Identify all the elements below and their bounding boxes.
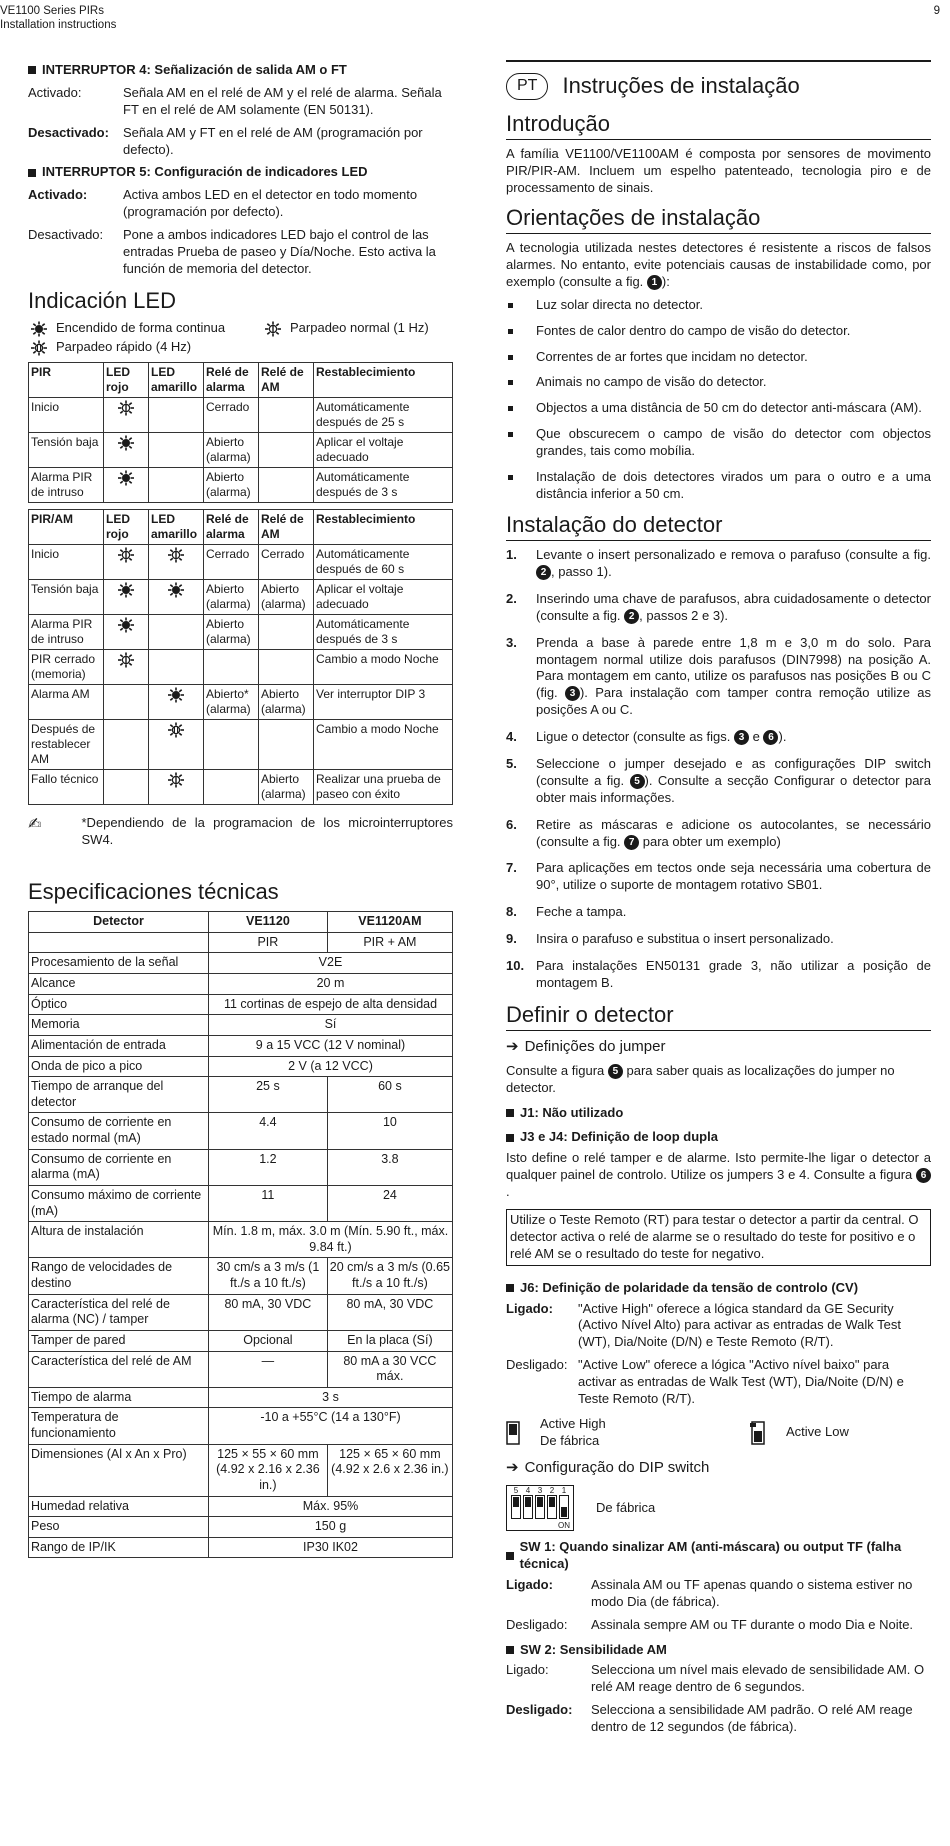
led-steady-icon xyxy=(165,587,187,601)
table-row xyxy=(29,1517,453,1538)
yellow-led-cell xyxy=(149,719,204,769)
spec-value: 2 V (a 12 VCC) xyxy=(209,1056,453,1077)
table-cell: Tensión baja xyxy=(29,579,104,614)
red-led-cell xyxy=(104,684,149,719)
table-cell: Cerrado xyxy=(204,397,259,432)
spec-value: Sí xyxy=(209,1015,453,1036)
remote-test-box: Utilize o Teste Remoto (RT) para testar o detector a partir da central. O detector activa o relé de alarme se o resultado do teste for positivo e o relé AM se o resultado do teste for negativo. xyxy=(506,1209,931,1266)
list-item: Instalação de dois detectores virados um para o outro e a uma distância inferior a 50 cm. xyxy=(506,469,931,503)
dip-switch xyxy=(511,1495,521,1519)
table-row xyxy=(29,432,453,467)
table-cell: Tensión baja xyxy=(29,432,104,467)
j6-on-row: Ligado: "Active High" oferece a lógica standard da GE Security (Activo Nível Alto) para activar as entradas de Walk Test (WT), Dia/Noite (D/N) e Teste Remoto (R/T). xyxy=(506,1300,901,1350)
table-header-cell: Relé de alarma xyxy=(204,362,259,397)
led-normal-flash-icon xyxy=(262,321,284,337)
spec-subheader-cell: PIR + AM xyxy=(327,932,452,953)
spec-key: Consumo de corriente en estado normal (mA) xyxy=(29,1113,209,1149)
table-cell: Ver interruptor DIP 3 xyxy=(314,684,453,719)
led-normal-icon xyxy=(165,552,187,566)
spec-value: Máx. 95% xyxy=(209,1496,453,1517)
table-cell: Abierto (alarma) xyxy=(204,579,259,614)
dip-number: 2 xyxy=(549,1486,555,1496)
table-row xyxy=(29,1537,453,1558)
right-column xyxy=(506,60,931,1742)
list-item: Objectos a uma distância de 50 cm do detector anti-máscara (AM). xyxy=(506,400,931,417)
spec-key: Peso xyxy=(29,1517,209,1538)
spec-key: Memoria xyxy=(29,1015,209,1036)
dip-number: 4 xyxy=(525,1486,531,1496)
table-row xyxy=(29,953,453,974)
table-row xyxy=(29,1258,453,1294)
table-cell: Cerrado xyxy=(204,544,259,579)
table-row xyxy=(29,1035,453,1056)
list-item: 10. Para instalações EN50131 grade 3, não utilizar a posição de montagem B. xyxy=(506,958,931,990)
list-item: Correntes de ar fortes que incidam no detector. xyxy=(506,349,931,366)
spec-value: 3 s xyxy=(209,1387,453,1408)
spec-value: 80 mA a 30 VCC máx. xyxy=(327,1351,452,1387)
note-pencil-icon: ✍ xyxy=(28,815,42,833)
table-header-cell: Relé de AM xyxy=(259,509,314,544)
figure-number-icon: 3 xyxy=(565,686,580,701)
table-cell: Abierto (alarma) xyxy=(204,432,259,467)
table-cell: Abierto (alarma) xyxy=(259,579,314,614)
yellow-led-cell xyxy=(149,769,204,804)
language-badge: PT xyxy=(506,73,548,100)
table-cell: Aplicar el voltaje adecuado xyxy=(314,432,453,467)
list-item: 9. Insira o parafuso e substitua o insert personalizado. xyxy=(506,931,834,947)
list-item: Fontes de calor dentro do campo de visão do detector. xyxy=(506,323,931,340)
dip-factory-row xyxy=(506,1485,931,1531)
table-row xyxy=(29,1496,453,1517)
sw2-off-row: Desligado: Selecciona a sensibilidade AM padrão. O relé AM reage dentro de 12 segundos (de fábrica). xyxy=(506,1702,913,1735)
yellow-led-cell xyxy=(149,579,204,614)
sw1-off-row: Desligado: Assinala sempre AM ou TF durante o modo Dia e Noite. xyxy=(506,1616,914,1632)
table-header-cell: LED amarillo xyxy=(149,509,204,544)
table-row xyxy=(29,769,453,804)
spec-key: Característica del relé de alarma (NC) / tamper xyxy=(29,1294,209,1330)
square-bullet-icon xyxy=(506,1284,514,1292)
list-item: 4. Ligue o detector (consulte as figs. 3 e 6 ). xyxy=(506,729,787,745)
led-normal-icon xyxy=(115,405,137,419)
table-cell xyxy=(259,614,314,649)
spec-value: 80 mA, 30 VDC xyxy=(327,1294,452,1330)
list-item: 8. Feche a tampa. xyxy=(506,904,627,920)
spec-value: V2E xyxy=(209,953,453,974)
spec-key: Temperatura de funcionamiento xyxy=(29,1408,209,1444)
sw5-on-row: Activado: Activa ambos LED en el detector en todo momento (programación por defecto). xyxy=(28,187,418,220)
spec-key: Altura de instalación xyxy=(29,1222,209,1258)
dip-switch xyxy=(523,1495,533,1519)
spec-value: 80 mA, 30 VDC xyxy=(209,1294,328,1330)
table-row xyxy=(29,684,453,719)
spec-value: 11 xyxy=(209,1185,328,1221)
red-led-cell xyxy=(104,719,149,769)
spec-value: 20 cm/s a 3 m/s (0.65 ft./s a 10 ft./s) xyxy=(327,1258,452,1294)
table-row xyxy=(29,974,453,995)
yellow-led-cell xyxy=(149,614,204,649)
led-legend-row: Encendido de forma continua Parpadeo normal (1 Hz) xyxy=(28,320,453,337)
table-row xyxy=(29,649,453,684)
spec-value: Opcional xyxy=(209,1330,328,1351)
pir-am-led-table xyxy=(28,509,453,805)
red-led-cell xyxy=(104,649,149,684)
spec-value: Mín. 1.8 m, máx. 3.0 m (Mín. 5.90 ft., máx. 9.84 ft.) xyxy=(209,1222,453,1258)
list-item: 1. Levante o insert personalizado e remova o parafuso (consulte a fig. 2 , passo 1). xyxy=(506,547,931,580)
table-header-cell: Restablecimiento xyxy=(314,509,453,544)
table-cell: Alarma PIR de intruso xyxy=(29,614,104,649)
left-column xyxy=(28,60,453,1558)
led-steady-icon xyxy=(115,475,137,489)
table-cell xyxy=(259,397,314,432)
table-row xyxy=(29,719,453,769)
figure-number-icon: 2 xyxy=(536,565,551,580)
table-cell: Automáticamente después de 3 s xyxy=(314,614,453,649)
table-header-cell: LED rojo xyxy=(104,509,149,544)
yellow-led-cell xyxy=(149,684,204,719)
list-item: 3. Prenda a base à parede entre 1,8 m e 3,0 m do solo. Para montagem normal utilize dois parafusos (DIN7998) na posição A. Para montagem em canto, utilize os parafusos nas posições B ou C (fig. 3 ). Para instalação com tamper contra remoção utilize as posições A ou C. xyxy=(506,634,931,718)
figure-number-icon: 5 xyxy=(608,1064,623,1079)
active-low-label: Active Low xyxy=(786,1424,849,1440)
red-led-cell xyxy=(104,467,149,502)
table-cell xyxy=(204,719,259,769)
list-item: 7. Para aplicações em tectos onde seja necessária uma cobertura de 90°, utilize o suporte de montagem rotativo SB01. xyxy=(506,860,931,893)
led-section-title: Indicación LED xyxy=(28,287,176,313)
spec-key: Óptico xyxy=(29,994,209,1015)
led-steady-icon xyxy=(28,321,50,337)
spec-value: 150 g xyxy=(209,1517,453,1538)
red-led-cell xyxy=(104,544,149,579)
table-row xyxy=(29,579,453,614)
yellow-led-cell xyxy=(149,432,204,467)
spec-table xyxy=(28,911,453,1558)
dip-switch-diagram xyxy=(506,1485,574,1531)
table-header-cell: LED amarillo xyxy=(149,362,204,397)
spec-value: 4.4 xyxy=(209,1113,328,1149)
jumper-active-high-icon xyxy=(506,1421,520,1445)
page-header xyxy=(0,4,116,33)
dip-switch xyxy=(535,1495,545,1519)
dip-switch xyxy=(559,1495,569,1519)
spec-value: 3.8 xyxy=(327,1149,452,1185)
spec-key: Tamper de pared xyxy=(29,1330,209,1351)
table-cell: Inicio xyxy=(29,544,104,579)
spec-value: 20 m xyxy=(209,974,453,995)
list-item: 6. Retire as máscaras e adicione os autocolantes, se necessário (consulte a fig. 7 para obter um exemplo) xyxy=(506,816,931,849)
spec-key: Consumo de corriente en alarma (mA) xyxy=(29,1149,209,1185)
spec-value: En la placa (Sí) xyxy=(327,1330,452,1351)
sw1-heading: SW 1: Quando sinalizar AM (anti-máscara) ou output TF (falha técnica) xyxy=(506,1539,931,1573)
table-cell: Fallo técnico xyxy=(29,769,104,804)
spec-value: 1.2 xyxy=(209,1149,328,1185)
jumper-legend xyxy=(506,1416,931,1450)
table-row xyxy=(29,614,453,649)
table-cell: Automáticamente después de 3 s xyxy=(314,467,453,502)
spec-value: 10 xyxy=(327,1113,452,1149)
led-normal-icon xyxy=(115,657,137,671)
table-row xyxy=(29,1408,453,1444)
jumper-text: Consulte a figura 5 para saber quais as localizações do jumper no detector. xyxy=(506,1062,895,1095)
table-cell: Alarma PIR de intruso xyxy=(29,467,104,502)
led-normal-icon xyxy=(165,777,187,791)
yellow-led-cell xyxy=(149,544,204,579)
square-bullet-icon xyxy=(506,1646,514,1654)
spec-subheader-cell: PIR xyxy=(209,932,328,953)
list-item: 5. Seleccione o jumper desejado e as configurações DIP switch (consulte a fig. 5 ). Consulte a secção Configurar o detector para obter mais informações. xyxy=(506,756,931,805)
red-led-cell xyxy=(104,769,149,804)
sw4-on-row: Activado: Señala AM en el relé de AM y el relé de alarma. Señala FT en el relé de AM solamente (EN 50131). xyxy=(28,84,442,117)
factory-label: De fábrica xyxy=(540,1432,600,1448)
table-header-cell: PIR/AM xyxy=(29,509,104,544)
square-bullet-icon xyxy=(506,1134,514,1142)
orient-bullet-list xyxy=(506,297,931,503)
spec-value: 125 × 65 × 60 mm (4.92 x 2.6 x 2.36 in.) xyxy=(327,1444,452,1496)
table-row xyxy=(29,544,453,579)
figure-number-icon: 3 xyxy=(734,730,749,745)
j6-off-row: Desligado: "Active Low" oferece a lógica "Activo nível baixo" para activar as entradas de Walk Test (WT), Dia/Noite (D/N) e Teste Remoto (R/T). xyxy=(506,1357,904,1406)
list-item: Luz solar directa no detector. xyxy=(506,297,931,314)
table-row xyxy=(29,1185,453,1221)
table-cell xyxy=(259,432,314,467)
spec-key: Humedad relativa xyxy=(29,1496,209,1517)
table-row xyxy=(29,1294,453,1330)
yellow-led-cell xyxy=(149,467,204,502)
header-series: VE1100 Series PIRs xyxy=(0,5,104,17)
red-led-cell xyxy=(104,432,149,467)
spec-value: IP30 IK02 xyxy=(209,1537,453,1558)
square-bullet-icon xyxy=(506,1552,514,1560)
table-row xyxy=(29,397,453,432)
square-bullet-icon xyxy=(28,169,36,177)
table-cell xyxy=(259,467,314,502)
figure-number-icon: 7 xyxy=(624,835,639,850)
list-item: Que obscurecem o campo de visão do detector com objectos grandes, tais como mobília. xyxy=(506,426,931,460)
spec-header-cell: Detector xyxy=(29,912,209,933)
arrow-right-icon: ➔ xyxy=(506,1458,519,1476)
yellow-led-cell xyxy=(149,397,204,432)
table-row xyxy=(29,994,453,1015)
spec-value: 30 cm/s a 3 m/s (1 ft./s a 10 ft./s) xyxy=(209,1258,328,1294)
spec-header-cell: VE1120AM xyxy=(327,912,452,933)
spec-value: 11 cortinas de espejo de alta densidad xyxy=(209,994,453,1015)
table-cell: Abierto* (alarma) xyxy=(204,684,259,719)
table-row xyxy=(29,1015,453,1036)
spec-key: Dimensiones (Al x An x Pro) xyxy=(29,1444,209,1496)
spec-key: Rango de velocidades de destino xyxy=(29,1258,209,1294)
led-fast-icon xyxy=(165,727,187,741)
table-cell: PIR cerrado (memoria) xyxy=(29,649,104,684)
spec-title: Especificaciones técnicas xyxy=(28,878,279,904)
footnote: ✍ *Dependiendo de la programacion de los microinterruptores SW4. xyxy=(28,814,453,847)
spec-value: 60 s xyxy=(327,1077,452,1113)
dip-number: 5 xyxy=(513,1486,519,1496)
table-cell: Abierto (alarma) xyxy=(204,614,259,649)
table-header-cell: Relé de alarma xyxy=(204,509,259,544)
led-steady-icon xyxy=(115,440,137,454)
j34-text: Isto define o relé tamper e de alarme. Isto permite-lhe ligar o detector a qualquer painel de controlo. Utilize os jumpers 3 e 4. Consulte a figura 6. xyxy=(506,1150,931,1200)
table-row xyxy=(29,1330,453,1351)
spec-key: Tiempo de arranque del detector xyxy=(29,1077,209,1113)
jumper-active-low-icon xyxy=(750,1421,766,1445)
spec-value: 9 a 15 VCC (12 V nominal) xyxy=(209,1035,453,1056)
spec-value: 25 s xyxy=(209,1077,328,1113)
spec-key: Consumo máximo de corriente (mA) xyxy=(29,1185,209,1221)
sw2-heading: SW 2: Sensibilidade AM xyxy=(506,1642,931,1659)
table-header-cell: Relé de AM xyxy=(259,362,314,397)
square-bullet-icon xyxy=(506,1109,514,1117)
table-cell: Abierto (alarma) xyxy=(259,684,314,719)
red-led-cell xyxy=(104,397,149,432)
table-cell: Cerrado xyxy=(259,544,314,579)
header-doc: Installation instructions xyxy=(0,19,117,32)
table-row xyxy=(29,1387,453,1408)
table-cell xyxy=(204,769,259,804)
led-legend-row-2: Parpadeo rápido (4 Hz) xyxy=(28,339,453,356)
dip-factory-label: De fábrica xyxy=(596,1499,656,1515)
table-row xyxy=(29,1351,453,1387)
table-row xyxy=(29,1149,453,1185)
led-normal-icon xyxy=(115,552,137,566)
sw2-on-row: Ligado: Selecciona um nível mais elevado de sensibilidade AM. O relé AM reage dentro de 6 segundos. xyxy=(506,1662,925,1695)
spec-key: Característica del relé de AM xyxy=(29,1351,209,1387)
spec-key: Onda de pico a pico xyxy=(29,1056,209,1077)
list-item: 2. Inserindo uma chave de parafusos, abra cuidadosamente o detector (consulte a fig. 2 , passos 2 e 3). xyxy=(506,590,931,623)
j6-heading: J6: Definição de polaridade da tensão de controlo (CV) xyxy=(506,1280,931,1297)
pir-led-table xyxy=(28,362,453,503)
table-cell xyxy=(259,649,314,684)
pt-title-bar xyxy=(506,60,931,101)
dip-number: 1 xyxy=(561,1486,567,1496)
spec-value: 125 × 55 × 60 mm (4.92 x 2.16 x 2.36 in.) xyxy=(209,1444,328,1496)
spec-subheader-cell xyxy=(29,932,209,953)
dip-on-label: ON xyxy=(558,1521,570,1531)
jumper-heading: ➔ Definições do jumper xyxy=(506,1038,666,1056)
table-row xyxy=(29,1077,453,1113)
table-cell: Cambio a modo Noche xyxy=(314,649,453,684)
figure-number-icon: 1 xyxy=(647,275,662,290)
pt-title: Instruções de instalação xyxy=(562,73,800,98)
table-cell: Realizar una prueba de paseo con éxito xyxy=(314,769,453,804)
led-steady-icon xyxy=(115,587,137,601)
table-header-cell: Restablecimiento xyxy=(314,362,453,397)
sw5-heading: INTERRUPTOR 5: Configuración de indicadores LED xyxy=(28,164,453,181)
intro-text: A família VE1100/VE1100AM é composta por sensores de movimento PIR/PIR-AM. Incluem um espelho patenteado, tecnologia piro e de processamento de sinais. xyxy=(506,145,931,195)
table-row xyxy=(29,1222,453,1258)
dip-number: 3 xyxy=(537,1486,543,1496)
install-steps xyxy=(506,547,931,992)
spec-key: Alcance xyxy=(29,974,209,995)
table-cell: Aplicar el voltaje adecuado xyxy=(314,579,453,614)
table-cell: Inicio xyxy=(29,397,104,432)
sw1-on-row: Ligado: Assinala AM ou TF apenas quando o sistema estiver no modo Dia (de fábrica). xyxy=(506,1576,913,1609)
j1-heading: J1: Não utilizado xyxy=(506,1105,931,1122)
arrow-right-icon: ➔ xyxy=(506,1038,519,1056)
spec-value: 24 xyxy=(327,1185,452,1221)
spec-key: Rango de IP/IK xyxy=(29,1537,209,1558)
table-header-cell: LED rojo xyxy=(104,362,149,397)
spec-key: Alimentación de entrada xyxy=(29,1035,209,1056)
figure-number-icon: 6 xyxy=(763,730,778,745)
sw4-off-row: Desactivado: Señala AM y FT en el relé de AM (programación por defecto). xyxy=(28,124,423,157)
table-cell xyxy=(259,719,314,769)
table-cell: Cambio a modo Noche xyxy=(314,719,453,769)
table-cell: Abierto (alarma) xyxy=(259,769,314,804)
table-cell: Alarma AM xyxy=(29,684,104,719)
intro-title: Introdução xyxy=(506,111,931,140)
table-cell xyxy=(204,649,259,684)
table-cell: Después de restablecer AM xyxy=(29,719,104,769)
dip-heading: ➔ Configuração do DIP switch xyxy=(506,1458,710,1476)
red-led-cell xyxy=(104,614,149,649)
led-fast-flash-icon xyxy=(28,340,50,356)
j34-heading: J3 e J4: Definição de loop dupla xyxy=(506,1129,931,1146)
led-steady-icon xyxy=(115,622,137,636)
sw4-heading: INTERRUPTOR 4: Señalización de salida AM o FT xyxy=(28,62,453,79)
spec-value: — xyxy=(209,1351,328,1387)
spec-header-cell: VE1120 xyxy=(209,912,328,933)
square-bullet-icon xyxy=(28,66,36,74)
install-title: Instalação do detector xyxy=(506,512,931,541)
led-steady-icon xyxy=(165,692,187,706)
define-title: Definir o detector xyxy=(506,1002,931,1031)
table-header-cell: PIR xyxy=(29,362,104,397)
yellow-led-cell xyxy=(149,649,204,684)
table-row xyxy=(29,1113,453,1149)
red-led-cell xyxy=(104,579,149,614)
table-cell: Automáticamente después de 25 s xyxy=(314,397,453,432)
page-number: 9 xyxy=(933,5,940,17)
spec-value: -10 a +55°C (14 a 130°F) xyxy=(209,1408,453,1444)
table-row xyxy=(29,467,453,502)
orient-paragraph: A tecnologia utilizada nestes detectores é resistente a riscos de falsos alarmes. No entanto, evite potenciais causas de instabilidade como, por exemplo (consulte a fig. 1 ): xyxy=(506,240,931,289)
sw5-off-row: Desactivado: Pone a ambos indicadores LED bajo el control de las entradas Prueba de paseo y Día/Noche. Esto activa la función de memoria del detector. xyxy=(28,227,436,276)
figure-number-icon: 2 xyxy=(624,609,639,624)
spec-key: Tiempo de alarma xyxy=(29,1387,209,1408)
figure-number-icon: 6 xyxy=(916,1168,931,1183)
table-row xyxy=(29,1056,453,1077)
spec-key: Procesamiento de la señal xyxy=(29,953,209,974)
table-row xyxy=(29,1444,453,1496)
list-item: Animais no campo de visão do detector. xyxy=(506,374,931,391)
table-cell: Abierto (alarma) xyxy=(204,467,259,502)
table-cell: Automáticamente después de 60 s xyxy=(314,544,453,579)
dip-switch xyxy=(547,1495,557,1519)
active-high-label: Active High xyxy=(540,1415,606,1431)
orient-title: Orientações de instalação xyxy=(506,205,931,234)
figure-number-icon: 5 xyxy=(630,774,645,789)
